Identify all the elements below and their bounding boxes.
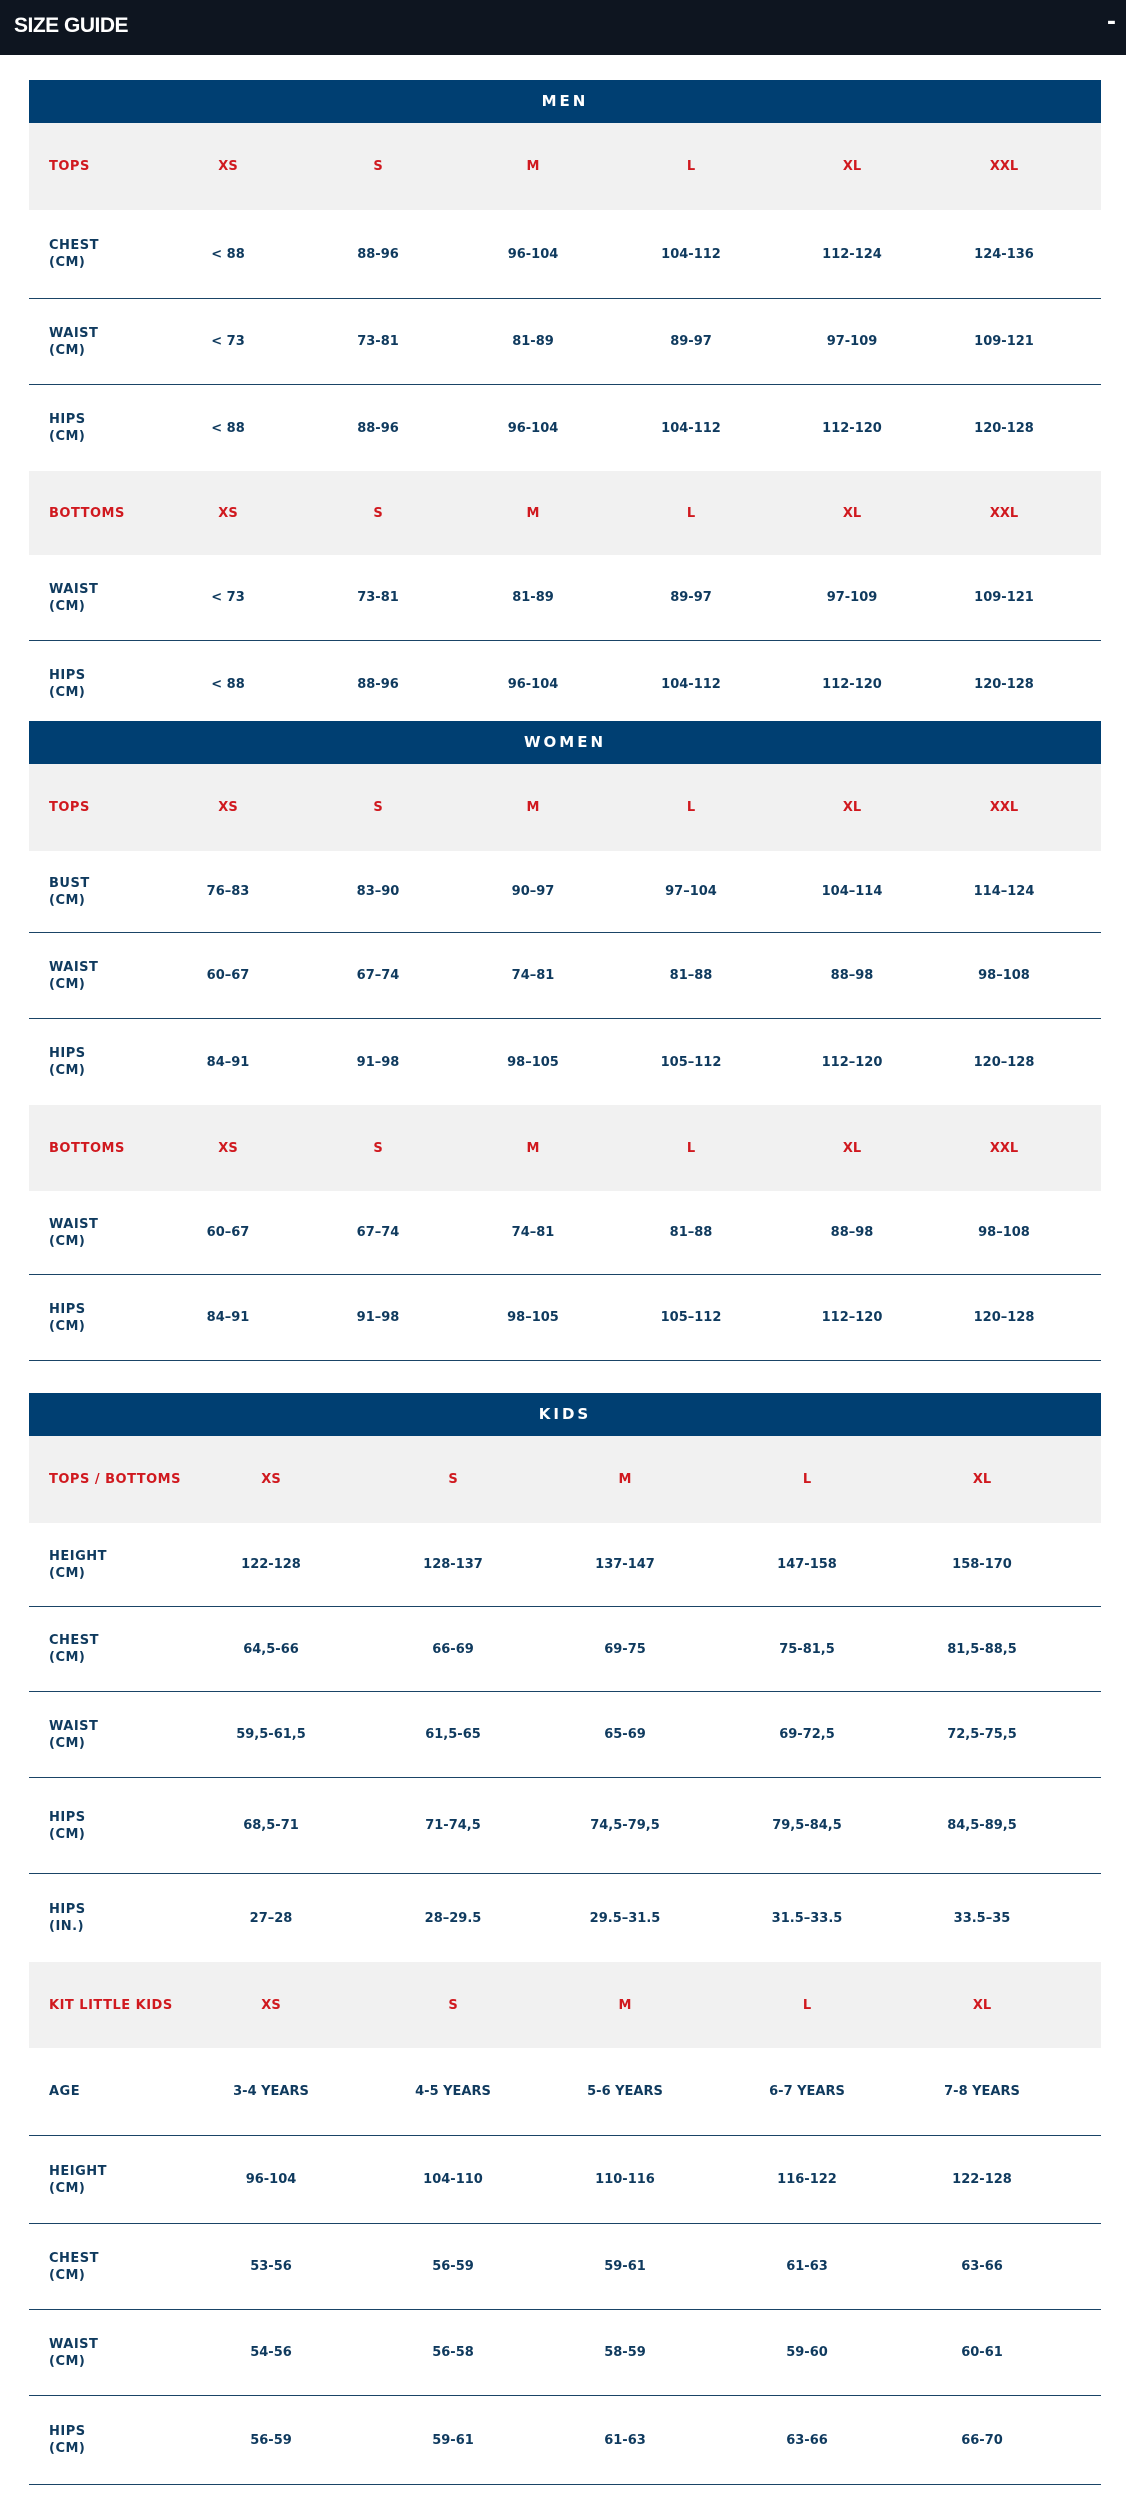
size-value-cell: 88-96 <box>357 420 399 436</box>
size-value-cell: 120-128 <box>974 676 1034 692</box>
table-row <box>29 2310 1101 2396</box>
size-value-cell: 112–120 <box>821 1054 883 1070</box>
size-value-cell: 67–74 <box>356 968 400 983</box>
measurement-label: CHEST (CM) <box>49 238 100 270</box>
size-header-cell: XS <box>218 505 238 521</box>
size-value-cell: 122-128 <box>241 1557 301 1572</box>
size-header-cell: L <box>802 1997 812 2013</box>
size-value-cell: < 88 <box>211 676 245 692</box>
size-value-cell: 74–81 <box>511 1225 555 1240</box>
size-value-cell: 124-136 <box>974 246 1034 262</box>
table-row <box>29 1191 1101 1275</box>
table-row <box>29 1275 1101 1361</box>
size-header-cell: L <box>686 800 696 815</box>
size-value-cell: 74–81 <box>511 968 555 983</box>
measurement-label: HEIGHT (CM) <box>49 2163 108 2196</box>
size-value-cell: 28–29.5 <box>424 1910 482 1926</box>
size-header-cell: XL <box>842 159 862 174</box>
size-value-cell: 105–112 <box>660 1054 722 1070</box>
size-value-cell: 97-109 <box>826 590 878 605</box>
size-header-cell: S <box>373 800 383 815</box>
measurement-label: WAIST (CM) <box>49 2336 99 2369</box>
table-row <box>29 2136 1101 2224</box>
size-value-cell: 96-104 <box>507 676 559 692</box>
size-header-cell: XXL <box>989 1140 1019 1156</box>
measurement-label: WAIST (CM) <box>49 325 99 358</box>
size-header-cell: XS <box>261 1997 281 2013</box>
category-label: BOTTOMS <box>49 1140 125 1156</box>
table-row <box>29 385 1101 471</box>
table-row <box>29 2048 1101 2136</box>
size-header-cell: XS <box>261 1472 281 1487</box>
size-value-cell: 73-81 <box>357 334 399 349</box>
size-value-cell: 104-112 <box>661 676 721 692</box>
measurement-label: WAIST (CM) <box>49 1718 99 1751</box>
size-value-cell: 96-104 <box>507 420 559 436</box>
size-value-cell: 105–112 <box>660 1310 722 1325</box>
size-guide-header <box>0 0 1126 55</box>
size-value-cell: 60–67 <box>206 1225 250 1240</box>
measurement-label: HIPS (CM) <box>49 1046 86 1078</box>
size-header-cell: XS <box>218 1140 238 1156</box>
size-value-cell: 56-59 <box>250 2432 292 2448</box>
size-value-cell: 5-6 YEARS <box>587 2084 663 2099</box>
size-value-cell: 120–128 <box>973 1054 1035 1070</box>
size-value-cell: 81,5-88,5 <box>947 1641 1017 1657</box>
size-value-cell: 67–74 <box>356 1225 400 1240</box>
size-header-cell: XXL <box>989 505 1019 521</box>
size-value-cell: 112–120 <box>821 1310 883 1325</box>
size-header-cell: L <box>686 1140 696 1156</box>
size-value-cell: 76–83 <box>206 884 250 899</box>
size-value-cell: 4-5 YEARS <box>415 2084 491 2099</box>
table-row <box>29 555 1101 641</box>
size-value-cell: 60-61 <box>961 2345 1003 2360</box>
size-header-cell: L <box>686 505 696 521</box>
category-label: KIT LITTLE KIDS <box>49 1997 173 2013</box>
table-row <box>29 851 1101 933</box>
table-row <box>29 210 1101 299</box>
measurement-label: CHEST (CM) <box>49 2250 100 2283</box>
size-value-cell: 74,5-79,5 <box>590 1818 660 1833</box>
table-row <box>29 2396 1101 2485</box>
table-row <box>29 641 1101 727</box>
size-value-cell: 7-8 YEARS <box>944 2084 1020 2099</box>
size-value-cell: 64,5-66 <box>243 1641 299 1657</box>
category-label: TOPS <box>49 800 90 815</box>
size-value-cell: 98–108 <box>978 968 1030 983</box>
size-header-cell: XXL <box>989 800 1019 815</box>
size-value-cell: < 73 <box>211 590 245 605</box>
size-header-cell: XL <box>842 800 862 815</box>
table-header-row <box>29 1436 1101 1523</box>
size-value-cell: 61,5-65 <box>425 1727 481 1742</box>
size-header-cell: XL <box>842 505 862 521</box>
size-header-cell: S <box>448 1997 458 2013</box>
size-value-cell: 98–108 <box>978 1225 1030 1240</box>
size-value-cell: 158-170 <box>952 1557 1012 1572</box>
size-value-cell: 27–28 <box>249 1910 293 1926</box>
size-value-cell: 29.5–31.5 <box>589 1910 661 1926</box>
table-row <box>29 2224 1101 2310</box>
table-row <box>29 299 1101 385</box>
size-value-cell: 72,5-75,5 <box>947 1727 1017 1742</box>
size-value-cell: 120-128 <box>974 420 1034 436</box>
size-header-cell: M <box>526 800 540 815</box>
size-header-cell: XS <box>218 800 238 815</box>
size-value-cell: < 73 <box>211 334 245 349</box>
size-value-cell: 3-4 YEARS <box>233 2084 309 2099</box>
size-value-cell: 137-147 <box>595 1557 655 1572</box>
size-value-cell: 53-56 <box>250 2259 292 2274</box>
size-value-cell: 61-63 <box>786 2259 828 2274</box>
size-value-cell: 69-72,5 <box>779 1727 835 1742</box>
size-value-cell: < 88 <box>211 420 245 436</box>
measurement-label: HIPS (CM) <box>49 1301 86 1334</box>
size-value-cell: 109-121 <box>974 590 1034 605</box>
size-value-cell: 6-7 YEARS <box>769 2084 845 2099</box>
section-title-men: MEN <box>29 80 1101 123</box>
size-value-cell: 104-112 <box>661 246 721 262</box>
size-value-cell: 66-70 <box>961 2432 1003 2448</box>
size-value-cell: 81-89 <box>512 334 554 349</box>
size-header-cell: M <box>526 1140 540 1156</box>
table-header-row <box>29 1105 1101 1191</box>
size-value-cell: 69-75 <box>604 1641 646 1657</box>
size-value-cell: 91–98 <box>356 1054 400 1070</box>
size-value-cell: 109-121 <box>974 334 1034 349</box>
size-value-cell: 84,5-89,5 <box>947 1818 1017 1833</box>
measurement-label: HIPS (CM) <box>49 2424 86 2456</box>
table-row <box>29 1019 1101 1105</box>
table-row <box>29 933 1101 1019</box>
size-header-cell: XS <box>218 159 238 174</box>
measurement-label: CHEST (CM) <box>49 1633 100 1665</box>
size-value-cell: 81-89 <box>512 590 554 605</box>
size-value-cell: 73-81 <box>357 590 399 605</box>
size-value-cell: 112-120 <box>822 676 882 692</box>
size-value-cell: 63-66 <box>786 2432 828 2448</box>
size-value-cell: 97-109 <box>826 334 878 349</box>
category-label: TOPS / BOTTOMS <box>49 1472 181 1487</box>
size-value-cell: 59-61 <box>604 2259 646 2274</box>
measurement-label: AGE <box>49 2084 81 2099</box>
size-value-cell: 89-97 <box>670 334 712 349</box>
size-value-cell: 65-69 <box>604 1727 646 1742</box>
size-header-cell: XL <box>972 1997 992 2013</box>
table-header-row <box>29 123 1101 210</box>
size-value-cell: 114–124 <box>973 884 1035 899</box>
measurement-label: HIPS (IN.) <box>49 1902 86 1934</box>
measurement-label: HIPS (CM) <box>49 668 86 700</box>
size-header-cell: M <box>526 505 540 521</box>
size-value-cell: 128-137 <box>423 1557 483 1572</box>
size-value-cell: 112-124 <box>822 246 882 262</box>
table-header-row <box>29 1962 1101 2048</box>
size-value-cell: 83–90 <box>356 884 400 899</box>
measurement-label: WAIST (CM) <box>49 1216 99 1249</box>
size-header-cell: XL <box>842 1140 862 1156</box>
size-value-cell: 54-56 <box>250 2345 292 2360</box>
table-row <box>29 1778 1101 1874</box>
size-value-cell: 104-112 <box>661 420 721 436</box>
table-header-row <box>29 764 1101 851</box>
size-value-cell: 59-61 <box>432 2432 474 2448</box>
size-value-cell: 110-116 <box>595 2172 655 2187</box>
table-header-row <box>29 471 1101 555</box>
table-row <box>29 1523 1101 1607</box>
size-value-cell: 81–88 <box>669 968 713 983</box>
collapse-icon[interactable]: - <box>1106 10 1116 35</box>
size-value-cell: 88-96 <box>357 676 399 692</box>
size-value-cell: 79,5-84,5 <box>772 1818 842 1833</box>
size-header-cell: L <box>686 159 696 174</box>
size-value-cell: 59-60 <box>786 2345 828 2360</box>
section-title-kids: KIDS <box>29 1393 1101 1436</box>
size-value-cell: 88–98 <box>830 1225 874 1240</box>
size-value-cell: 104-110 <box>423 2172 483 2187</box>
section-title-women: WOMEN <box>29 721 1101 764</box>
measurement-label: HEIGHT (CM) <box>49 1548 108 1581</box>
category-label: TOPS <box>49 159 90 174</box>
size-header-cell: S <box>373 159 383 174</box>
size-value-cell: 66-69 <box>432 1641 474 1657</box>
size-value-cell: 90–97 <box>511 884 555 899</box>
size-header-cell: XXL <box>989 159 1019 174</box>
measurement-label: BUST (CM) <box>49 875 90 908</box>
size-header-cell: M <box>526 159 540 174</box>
size-value-cell: 98–105 <box>507 1310 559 1325</box>
size-value-cell: 122-128 <box>952 2172 1012 2187</box>
size-value-cell: 63-66 <box>961 2259 1003 2274</box>
size-value-cell: 84–91 <box>206 1310 250 1325</box>
size-header-cell: S <box>373 505 383 521</box>
category-label: BOTTOMS <box>49 505 125 521</box>
size-value-cell: 97–104 <box>665 884 717 899</box>
size-value-cell: 84–91 <box>206 1054 250 1070</box>
size-value-cell: 81–88 <box>669 1225 713 1240</box>
size-value-cell: 58-59 <box>604 2345 646 2360</box>
size-value-cell: 88-96 <box>357 246 399 262</box>
measurement-label: WAIST (CM) <box>49 959 99 992</box>
size-value-cell: 75-81,5 <box>779 1641 835 1657</box>
size-value-cell: 71-74,5 <box>425 1818 481 1833</box>
measurement-label: HIPS (CM) <box>49 1809 86 1842</box>
size-value-cell: 68,5-71 <box>243 1818 299 1833</box>
table-row <box>29 1607 1101 1692</box>
size-header-cell: M <box>618 1472 632 1487</box>
table-row <box>29 1874 1101 1962</box>
size-value-cell: 60–67 <box>206 968 250 983</box>
table-row <box>29 1692 1101 1778</box>
size-value-cell: 56-58 <box>432 2345 474 2360</box>
size-value-cell: 59,5-61,5 <box>236 1727 306 1742</box>
size-value-cell: 89-97 <box>670 590 712 605</box>
measurement-label: HIPS (CM) <box>49 412 86 444</box>
size-value-cell: 56-59 <box>432 2259 474 2274</box>
size-value-cell: 116-122 <box>777 2172 837 2187</box>
size-header-cell: M <box>618 1997 632 2013</box>
size-header-cell: S <box>448 1472 458 1487</box>
size-header-cell: S <box>373 1140 383 1156</box>
size-value-cell: < 88 <box>211 246 245 262</box>
size-value-cell: 112-120 <box>822 420 882 436</box>
size-value-cell: 104–114 <box>821 884 883 899</box>
size-value-cell: 120–128 <box>973 1310 1035 1325</box>
size-value-cell: 61-63 <box>604 2432 646 2448</box>
size-value-cell: 33.5–35 <box>953 1910 1011 1926</box>
size-value-cell: 96-104 <box>245 2172 297 2187</box>
size-header-cell: XL <box>972 1472 992 1487</box>
size-header-cell: L <box>802 1472 812 1487</box>
page-title: SIZE GUIDE <box>14 14 129 37</box>
size-value-cell: 88–98 <box>830 968 874 983</box>
size-value-cell: 147-158 <box>777 1557 837 1572</box>
size-value-cell: 31.5–33.5 <box>771 1910 843 1926</box>
measurement-label: WAIST (CM) <box>49 581 99 614</box>
size-value-cell: 98–105 <box>507 1054 559 1070</box>
size-value-cell: 91–98 <box>356 1310 400 1325</box>
size-value-cell: 96-104 <box>507 246 559 262</box>
